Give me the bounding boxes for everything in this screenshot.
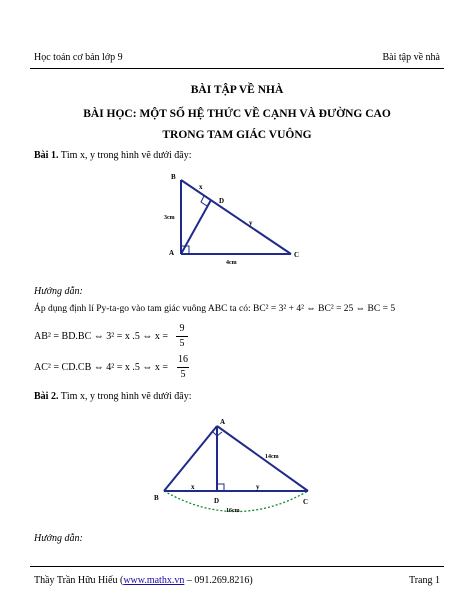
lesson-subtitle: TRONG TAM GIÁC VUÔNG (162, 129, 312, 141)
bai1-guide-heading: Hướng dẫn: (34, 286, 83, 297)
footer-author-suffix: – 091.269.8216) (184, 575, 253, 586)
eq2-numerator: 16 (178, 354, 188, 365)
footer-website-link[interactable]: www.mathx.vn (123, 575, 185, 586)
bai2-guide-heading: Hướng dẫn: (34, 533, 83, 544)
label-x: x (199, 183, 203, 191)
label-ab-length: 3cm (164, 215, 175, 221)
label-ac-length: 4cm (226, 260, 237, 266)
bai1-eq1: AB² = BD.BC ⇔ 3² = x .5 ⇔ x = (34, 331, 169, 342)
bai1-question: Tìm x, y trong hình vẽ dưới đây: (58, 150, 192, 161)
header-right: Bài tập về nhà (382, 52, 440, 63)
right-angle-d (217, 484, 224, 491)
bai2-prompt (34, 391, 191, 402)
bai2-question: Tìm x, y trong hình vẽ dưới đây: (58, 391, 192, 402)
eq1-denominator: 5 (179, 338, 185, 349)
label-y: y (256, 483, 260, 491)
page-number: Trang 1 (408, 575, 440, 586)
header-divider (30, 68, 444, 69)
eq2-denominator: 5 (180, 369, 186, 380)
label-bc-length: 16cm (226, 508, 240, 514)
bai1-label: Bài 1. (34, 150, 59, 161)
side-bc (181, 180, 291, 254)
bai2-label: Bài 2. (34, 391, 59, 402)
footer-author-prefix: Thầy Trần Hữu Hiếu ( (34, 575, 124, 586)
label-d: D (219, 197, 225, 205)
lesson-title: BÀI HỌC: MỘT SỐ HỆ THỨC VỀ CẠNH VÀ ĐƯỜNG CAO (83, 108, 391, 120)
header-left: Học toán cơ bản lớp 9 (34, 52, 123, 63)
bai1-eq2: AC² = CD.CB ⇔ 4² = x .5 ⇔ x = (34, 362, 169, 373)
eq1-fraction-bar (176, 336, 188, 337)
label-c: C (294, 251, 300, 259)
footer-divider (30, 566, 444, 567)
label-ac-length: 14cm (265, 454, 279, 460)
side-ac (217, 426, 308, 491)
label-c: C (303, 498, 309, 506)
footer-author (34, 575, 253, 586)
label-x: x (191, 483, 195, 491)
label-b: B (154, 494, 159, 502)
label-a: A (220, 418, 226, 426)
bai2-figure (145, 412, 325, 522)
bai1-figure (150, 168, 320, 268)
label-d: D (214, 497, 220, 505)
page-title: BÀI TẬP VỀ NHÀ (190, 84, 284, 96)
bai1-pythagoras: Áp dụng định lí Py-ta-go vào tam giác vuông ABC ta có: BC² = 3² + 4² ⇔ BC² = 25 ⇔ BC = 5 (34, 304, 396, 314)
label-b: B (171, 173, 176, 181)
eq1-numerator: 9 (179, 323, 185, 334)
label-a: A (169, 249, 175, 257)
eq2-fraction-bar (177, 367, 189, 368)
label-y: y (249, 219, 253, 227)
side-ab (164, 426, 217, 491)
bai1-prompt (34, 150, 191, 161)
